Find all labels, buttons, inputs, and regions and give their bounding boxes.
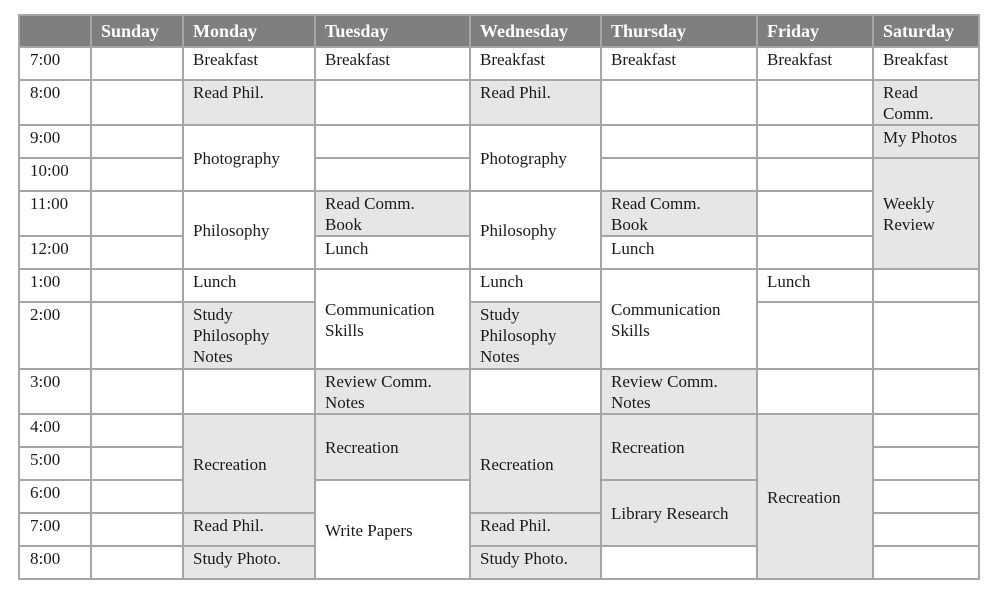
schedule-cell: Study Photo.: [183, 546, 315, 579]
schedule-cell-empty: [91, 480, 183, 513]
schedule-cell-empty: [757, 191, 873, 236]
cell-line: Study: [480, 305, 520, 324]
schedule-cell: Study Photo.: [470, 546, 601, 579]
cell-line: Philosophy: [193, 326, 270, 345]
schedule-cell: Breakfast: [183, 47, 315, 80]
schedule-cell: [873, 80, 979, 125]
table-row: [19, 125, 979, 158]
cell-line: Read Comm.: [611, 194, 701, 213]
schedule-cell-empty: [91, 158, 183, 191]
schedule-cell: [601, 191, 757, 236]
weekly-schedule-table: [18, 14, 980, 580]
schedule-cell-empty: [91, 546, 183, 579]
cell-line: Philosophy: [480, 326, 557, 345]
cell-line: Review Comm.: [611, 372, 718, 391]
schedule-cell-empty: [315, 80, 470, 125]
time-cell: 6:00: [19, 480, 91, 513]
schedule-cell: Philosophy: [183, 191, 315, 269]
schedule-cell: [470, 302, 601, 369]
cell-line: Comm.: [883, 104, 934, 123]
schedule-cell: Write Papers: [315, 480, 470, 579]
schedule-cell-empty: [91, 236, 183, 269]
schedule-cell: [601, 269, 757, 369]
schedule-cell-empty: [757, 125, 873, 158]
schedule-cell-empty: [601, 158, 757, 191]
time-cell: 2:00: [19, 302, 91, 369]
schedule-cell-empty: [757, 158, 873, 191]
schedule-cell-empty: [757, 302, 873, 369]
cell-line: Notes: [325, 393, 365, 412]
schedule-cell-empty: [873, 513, 979, 546]
time-cell: 9:00: [19, 125, 91, 158]
time-cell: 11:00: [19, 191, 91, 236]
schedule-cell: Philosophy: [470, 191, 601, 269]
schedule-cell-empty: [91, 80, 183, 125]
cell-line: Review Comm.: [325, 372, 432, 391]
schedule-cell-empty: [91, 513, 183, 546]
schedule-cell: Recreation: [757, 414, 873, 579]
time-cell: 5:00: [19, 447, 91, 480]
day-header-thursday: Thursday: [601, 15, 757, 47]
schedule-cell: Breakfast: [470, 47, 601, 80]
schedule-cell: Library Research: [601, 480, 757, 546]
schedule-cell-empty: [601, 80, 757, 125]
table-row: [19, 369, 979, 414]
table-row: [19, 302, 979, 369]
schedule-cell: Read Phil.: [470, 80, 601, 125]
schedule-cell: Photography: [470, 125, 601, 191]
schedule-cell: Lunch: [470, 269, 601, 302]
schedule-cell: Breakfast: [873, 47, 979, 80]
cell-line: Review: [883, 215, 935, 234]
schedule-cell: Read Phil.: [470, 513, 601, 546]
time-cell: 8:00: [19, 80, 91, 125]
cell-line: Skills: [611, 320, 650, 340]
schedule-cell: [183, 302, 315, 369]
schedule-cell: [315, 191, 470, 236]
day-header-saturday: Saturday: [873, 15, 979, 47]
time-cell: 7:00: [19, 513, 91, 546]
schedule-cell-empty: [873, 414, 979, 447]
cell-line: Read: [883, 83, 918, 102]
schedule-cell-empty: [91, 369, 183, 414]
cell-line: Skills: [325, 320, 364, 340]
schedule-cell-empty: [601, 125, 757, 158]
schedule-cell-empty: [601, 546, 757, 579]
schedule-cell: Breakfast: [601, 47, 757, 80]
schedule-cell: Breakfast: [757, 47, 873, 80]
schedule-cell-empty: [873, 546, 979, 579]
schedule-cell: Lunch: [757, 269, 873, 302]
schedule-cell: Photography: [183, 125, 315, 191]
day-header-monday: Monday: [183, 15, 315, 47]
schedule-cell-empty: [91, 447, 183, 480]
schedule-cell: Read Phil.: [183, 80, 315, 125]
schedule-cell: [873, 158, 979, 269]
schedule-cell: [315, 369, 470, 414]
schedule-cell-empty: [91, 125, 183, 158]
schedule-cell-empty: [91, 414, 183, 447]
time-cell: 12:00: [19, 236, 91, 269]
cell-line: Notes: [480, 347, 520, 366]
time-cell: 1:00: [19, 269, 91, 302]
schedule-cell: Recreation: [470, 414, 601, 513]
schedule-cell-empty: [183, 369, 315, 414]
cell-line: Weekly: [883, 194, 935, 213]
schedule-cell: Recreation: [601, 414, 757, 480]
day-header-wednesday: Wednesday: [470, 15, 601, 47]
schedule-cell-empty: [757, 80, 873, 125]
schedule-cell-empty: [873, 302, 979, 369]
schedule-cell: Recreation: [315, 414, 470, 480]
schedule-cell-empty: [757, 369, 873, 414]
schedule-cell-empty: [315, 158, 470, 191]
schedule-cell: [315, 269, 470, 369]
time-cell: 7:00: [19, 47, 91, 80]
schedule-cell-empty: [873, 269, 979, 302]
time-cell: 4:00: [19, 414, 91, 447]
time-cell: 8:00: [19, 546, 91, 579]
cell-line: Notes: [193, 347, 233, 366]
table-row: [19, 269, 979, 302]
schedule-cell-empty: [873, 447, 979, 480]
table-row: [19, 80, 979, 125]
schedule-cell-empty: [873, 480, 979, 513]
schedule-cell-empty: [91, 191, 183, 236]
table-row: [19, 191, 979, 236]
table-row: [19, 414, 979, 447]
cell-line: Communication: [325, 299, 435, 319]
day-header-sunday: Sunday: [91, 15, 183, 47]
schedule-cell-empty: [91, 47, 183, 80]
schedule-cell-empty: [91, 269, 183, 302]
cell-line: Communication: [611, 299, 721, 319]
cell-line: Notes: [611, 393, 651, 412]
table-row: [19, 47, 979, 80]
cell-line: Book: [325, 215, 362, 234]
schedule-cell-empty: [315, 125, 470, 158]
cell-line: Study: [193, 305, 233, 324]
cell-line: Book: [611, 215, 648, 234]
schedule-cell-empty: [91, 302, 183, 369]
day-header-friday: Friday: [757, 15, 873, 47]
day-header-tuesday: Tuesday: [315, 15, 470, 47]
time-cell: 3:00: [19, 369, 91, 414]
schedule-cell-empty: [757, 236, 873, 269]
header-row: [19, 15, 979, 47]
corner-header-cell: [19, 15, 91, 47]
cell-line: Read Comm.: [325, 194, 415, 213]
schedule-cell: Read Phil.: [183, 513, 315, 546]
schedule-cell: Lunch: [315, 236, 470, 269]
schedule-cell: [601, 369, 757, 414]
schedule-cell-empty: [873, 369, 979, 414]
schedule-cell: Lunch: [183, 269, 315, 302]
schedule-cell: Breakfast: [315, 47, 470, 80]
schedule-cell: Recreation: [183, 414, 315, 513]
schedule-cell: My Photos: [873, 125, 979, 158]
schedule-cell-empty: [470, 369, 601, 414]
time-cell: 10:00: [19, 158, 91, 191]
schedule-cell: Lunch: [601, 236, 757, 269]
